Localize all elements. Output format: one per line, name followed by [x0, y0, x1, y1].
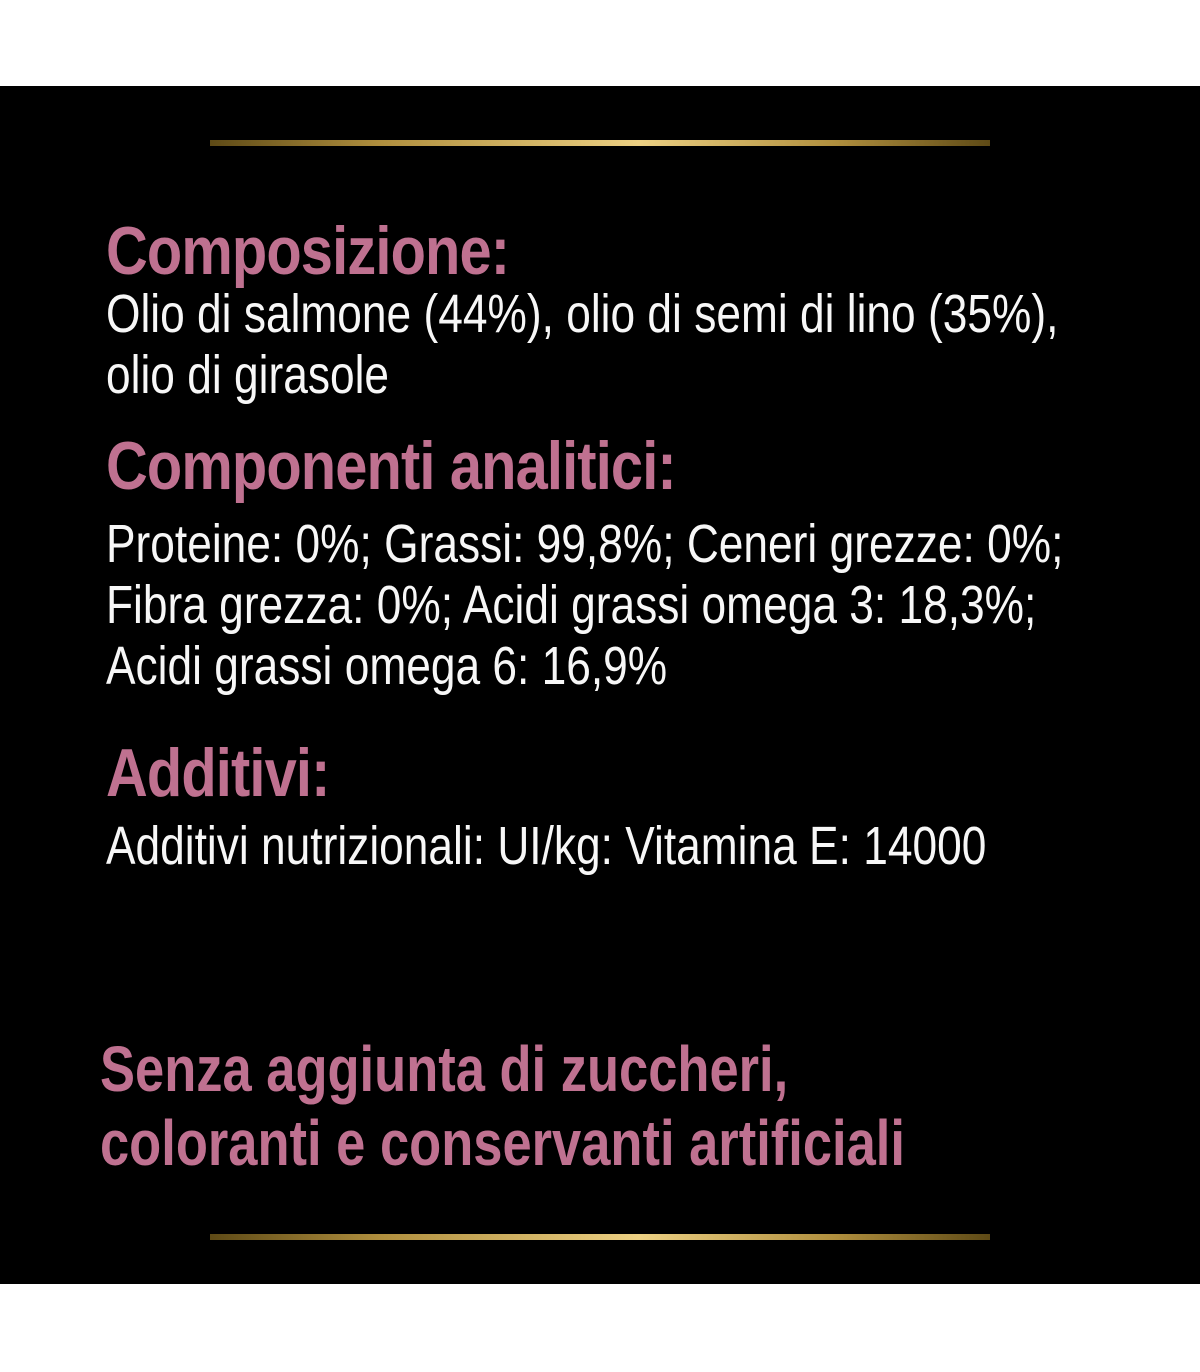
claim-line-1: Senza aggiunta di zuccheri,	[100, 1033, 789, 1105]
componenti-line-2: Fibra grezza: 0%; Acidi grassi omega 3: 18,3%;	[106, 575, 1037, 635]
gold-divider-top	[210, 140, 990, 146]
componenti-line-1: Proteine: 0%; Grassi: 99,8%; Ceneri grezze: 0%;	[106, 514, 1064, 574]
composizione-body	[106, 284, 1200, 406]
composizione-line-2: olio di girasole	[106, 345, 390, 405]
componenti-line-3: Acidi grassi omega 6: 16,9%	[106, 636, 668, 696]
additivi-line-1: Additivi nutrizionali: UI/kg: Vitamina E: 14000	[106, 816, 987, 876]
no-additives-claim	[100, 1032, 1082, 1180]
additivi-body	[106, 816, 1180, 877]
composizione-line-1: Olio di salmone (44%), olio di semi di lino (35%),	[106, 284, 1059, 344]
componenti-analitici-body	[106, 514, 1200, 697]
section-heading-componenti-analitici: Componenti analitici:	[106, 428, 676, 504]
label-panel	[0, 86, 1200, 1284]
section-heading-additivi: Additivi:	[106, 735, 330, 811]
gold-divider-bottom	[210, 1234, 990, 1240]
claim-line-2: coloranti e conservanti artificiali	[100, 1107, 905, 1179]
section-heading-composizione: Composizione:	[106, 213, 510, 289]
